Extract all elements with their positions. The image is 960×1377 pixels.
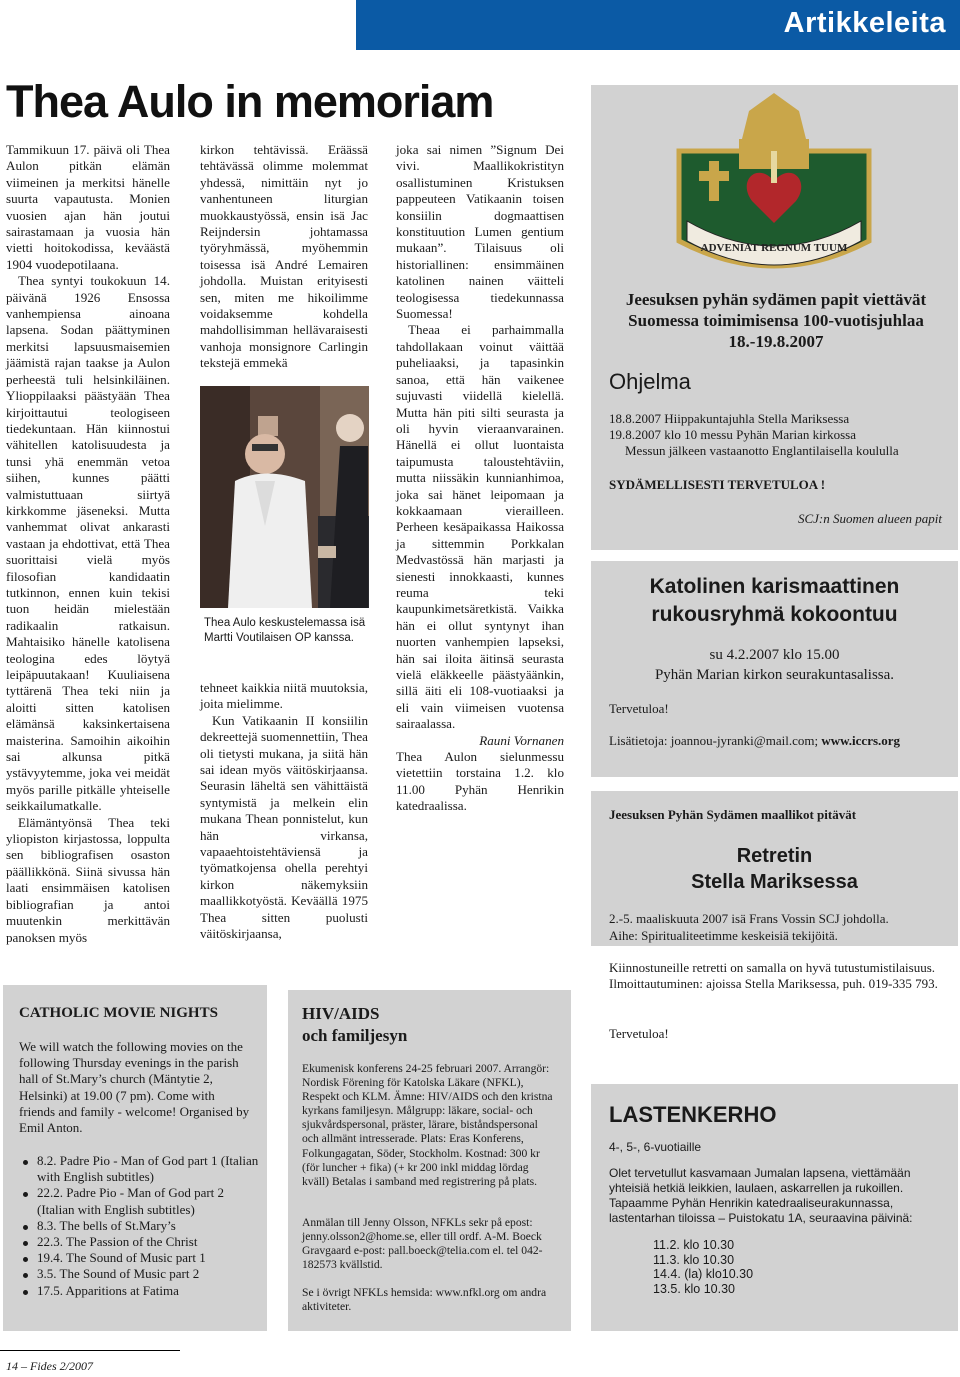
movie-list [9, 1153, 263, 1299]
kids-ages: 4-, 5-, 6-vuotiaille [609, 1140, 702, 1154]
list-item: 22.3. The Passion of the Christ [23, 1234, 263, 1250]
hiv-title-1: HIV/AIDS [302, 1004, 380, 1023]
scj-crest-icon [667, 91, 881, 291]
list-item: 22.2. Padre Pio - Man of God part 2 (Italian with English subtitles) [23, 1185, 263, 1217]
article-column-1 [6, 142, 170, 946]
scj-signature: SCJ:n Suomen alueen papit [797, 511, 942, 526]
list-item: 19.4. The Sound of Music part 1 [23, 1250, 263, 1266]
list-item: 11.2. klo 10.30 [653, 1238, 735, 1252]
charis-welcome: Tervetuloa! [609, 701, 669, 716]
charis-where: Pyhän Marian kirkon seurakuntasalissa. [654, 667, 895, 683]
kids-club-box [591, 1084, 958, 1331]
article-paragraph: kirkon tehtävissä. Eräässä tehtävässä olimme molemmat yhdessä, nimittäin nyt jo vanhentuneen liturgian muokkaustyössä, ensin isä Jac Reijndersin johtamassa työryhmässä, myöhemmin toisessa isä André Lemairen johdolla. Muistan erityisesti sen, miten me hikoilimme voidaksemme kohdella mahdollisimman hellävaraisesti vanhoja monsignore Carlingin tekstejä emmekä [200, 142, 368, 371]
retreat-line-1: 2.-5. maaliskuuta 2007 isä Frans Vossin SCJ johdolla. [609, 911, 889, 926]
hiv-paragraph-2: Anmälan till Jenny Olsson, NFKLs sekr på epost: jenny.olsson2@home.se, eller till ordf. A-M. Boeck Gravgaard e-post: pall.boeck@telia.com el. tel 042-182573 kvällstid. [302, 1216, 543, 1272]
kids-dates [653, 1238, 753, 1296]
scj-heading: Jeesuksen pyhän sydämen papit viettävät Suomessa toimimisensa 100-vuotisjuhlaa 18.-19.8.2007 [625, 290, 927, 351]
retreat-info: Kiinnostuneille retretti on samalla on hyvä tutustumistilaisuus. Ilmoittautuminen: ajoissa Stella Mariksessa, puh. 019-335 793. [609, 960, 938, 991]
list-item: 13.5. klo 10.30 [653, 1281, 736, 1296]
article-paragraph: Tammikuun 17. päivä oli Thea Aulon pitkän elämän viimeinen ja merkitsi hänelle suurta vapautusta. Monien vuosien ajan hän joutui sairastamaan ja vuosia hän vietti hoitokodissa, keväästä 1904 vuodepotilaana. [6, 142, 170, 272]
funeral-notice: Thea Aulon sielunmessu vietettiin torstaina 1.2. klo 11.00 Pyhän Henrikin katedraalissa. [396, 749, 564, 814]
kids-title: LASTENKERHO [609, 1102, 777, 1127]
scj-welcome: SYDÄMELLISESTI TERVETULOA ! [609, 477, 826, 492]
retreat-title-2: Stella Mariksessa [691, 871, 858, 893]
charis-info-text: Lisätietoja: joannou-jyranki@mail.com; [609, 733, 822, 748]
article-paragraph: joka sai nimen ”Signum Dei vivi. Maallikokristityn osallistuminen Kristuksen pappeuteen Vatikaanin toisen konsiilin dogmaattisen konstituution Lumen gentium mukaan”. Tilaisuus oli historiallinen: ensimmäinen katolinen nainen väitteli teologisessa tiedekunnassa Suomessa! [396, 142, 564, 322]
page-title: Thea Aulo in memoriam [6, 76, 494, 127]
section-banner [356, 0, 960, 50]
list-item: 3.5. The Sound of Music part 2 [23, 1266, 263, 1282]
crest-motto: ADVENIAT REGNUM TUUM [700, 242, 848, 254]
page-footer: 14 – Fides 2/2007 [6, 1359, 93, 1373]
article-photo [200, 386, 369, 608]
article-column-3 [396, 142, 564, 815]
retreat-box [591, 791, 958, 946]
retreat-org: Jeesuksen Pyhän Sydämen maallikot pitävät [609, 807, 857, 822]
list-item: 8.3. The bells of St.Mary’s [23, 1218, 263, 1234]
retreat-welcome: Tervetuloa! [609, 1026, 669, 1041]
list-item: 14.4. (la) klo10.30 [653, 1267, 754, 1281]
charis-info [609, 733, 900, 749]
hiv-aids-box [288, 990, 571, 1331]
article-paragraph: Theaa ei parhaimmalla tahdollakaan voinut väittää puheliaaksi, ja tapasinkin sanoa, että hän vaikenee sujuvasti viidellä kielellä. Mutta hän piti silti seurasta ja oli hyvin vieraanvarainen. Hänellä ei ollut luontaista taipumusta taloustehtäviin, mutta niissäkin kunnianhimoa, joka sai hänet leipomaan ja kokkaamaan vierailleen. Perheen kesäpaikassa Haikossa ja sittemmin Porkkalan Medvastössä hän marjasti ja sienesti innokkaasti, kunnes reuma teki kaupunkimetsäretkistä. Vaikka hän ei ollut syntynyt ihan nuorten vanhempien lapseksi, hän sai iloita äitinsä seurasta vielä eläkkeelle päästyäänkin, sillä äiti eli 108-vuotiaaksi ja eli vain viimeisen vuotensa sairaalassa. [396, 322, 564, 732]
program-item: 19.8.2007 klo 10 messu Pyhän Marian kirkossa [609, 427, 856, 442]
list-item: 11.3. klo 10.30 [653, 1252, 735, 1267]
retreat-title-1: Retretin [736, 845, 813, 867]
scj-centenary-box [591, 85, 958, 550]
charis-title: Katolinen karismaattinen rukousryhmä kokoontuu [649, 575, 900, 626]
article-signature: Rauni Vornanen [479, 732, 564, 748]
section-title: Artikkeleita [783, 7, 946, 39]
article-paragraph: tehneet kaikkia niitä muutoksia, joita mielimme. [200, 680, 368, 712]
hiv-paragraph-3: Se i övrigt NFKLs hemsida: www.nfkl.org om andra aktiviteter. [302, 1286, 547, 1314]
article-column-2-bottom [200, 680, 368, 943]
charis-web-link[interactable]: www.iccrs.org [821, 733, 901, 748]
photo-caption: Thea Aulo keskustelemassa isä Martti Voutilaisen OP kanssa. [204, 617, 366, 644]
charis-box [591, 561, 958, 777]
program-item: 18.8.2007 Hiippakuntajuhla Stella Mariksessa [609, 411, 850, 426]
article-paragraph: Elämäntyönsä Thea teki yliopiston kirjastossa, loppulta sen bibliografisen osaston päällikkönä. Siinä sivussa hän laati ensimmäisen katolisen bibliografian ja antoi muutenkin merkittävän panoksen myös [6, 814, 170, 945]
movie-nights-box [3, 985, 267, 1331]
article-column-2-top [200, 142, 368, 372]
list-item: 17.5. Apparitions at Fatima [23, 1283, 263, 1299]
program-item: Messun jälkeen vastaanotto Englantilaisella koululla [625, 443, 899, 458]
charis-when: su 4.2.2007 klo 15.00 [709, 647, 840, 663]
footer-divider [0, 1350, 180, 1351]
movie-title: CATHOLIC MOVIE NIGHTS [19, 1005, 218, 1021]
kids-text: Olet tervetullut kasvamaan Jumalan lapsena, viettämään yhteisiä hetkiä leikkien, laulaen, askarrellen ja rukoillen. Tapaamme Pyhän Henrikin katedraaliseurakunnassa, lastentarhan tiloissa – Puistokatu 1A, seuraavina päivinä: [609, 1166, 913, 1225]
hiv-paragraph-1: Ekumenisk konferens 24-25 februari 2007. Arrangör: Nordisk Förening för Katolska Läkare (NFKL), Respekt och KLM. Ämne: HIV/AIDS och den kristna kyrkans familjesyn. Målgrupp: läkare, social- och sjukvårdspersonal, präster, lärare, biståndspersonal och allmänt intresserade. Plats: Eras Konferens, Folkungagatan, Söder, Stockholm. Kostnad: 300 kr (för luncher + fika) (+ kr 200 inkl middag lördag kväll) Betalas i samband med registrering på plats. [302, 1062, 553, 1188]
article-paragraph: Thea syntyi toukokuun 14. päivänä 1926 Ensossa vanhempiensa ainoana lapsena. Sodan päättyminen merkitsi lapsuusmaisemien jäämistä rajan taakse ja Aulon perheestä tuli helsinkiläinen. Ylioppilaaksi päästyään Thea kirjoittautui teologiseen tiedekuntaan. Hän kiinnostui vähitellen katolisuudesta ja tunsi yhä enemmän vetoa siihen, kunnes päätti valmistuttuaan siirtyä kirkkomme jäseneksi. Mutta vanhemmat olivat ankarasti vastaan ja ehdottivat, että Thea suorittaisi vielä myös filosofian kandidaatin tutkinnon, ennen kuin tekisi tuon heidän mielestään radikaalin ratkaisun. Mahtaisiko hänelle katolisena teologina edes löytyä leipäpuutakaan! Kuuliaisena tyttärenä Thea teki niin ja aloitti sitten katolisen elämänsä kaksinkertaisena maisterina. Samoihin aikoihin sai alkunsa pitkä ystävyytemme, joka vei meidät myös parille pitkälle yhteiselle seikkailumatkalle. [6, 273, 170, 814]
movie-intro: We will watch the following movies on the following Thursday evenings in the parish hall of St.Mary’s church (Mäntytie 2, Helsinki) at 19.00 (7 pm). Come with friends and family - welcome! Organised by Emil Anton. [19, 1039, 250, 1136]
hiv-title-2: och familjesyn [302, 1026, 408, 1045]
list-item: 8.2. Padre Pio - Man of God part 1 (Italian with English subtitles) [23, 1153, 263, 1185]
program-title: Ohjelma [609, 369, 691, 394]
retreat-line-2: Aihe: Spiritualiteetimme keskeisiä tekijöitä. [609, 928, 838, 943]
article-paragraph: Kun Vatikaanin II konsiilin dekreettejä suomennettiin, Thea oli tietysti mukana, ja siitä hän sai idean myös väitöskirjaansa. Seurasin läheltä sen vähittäistä syntymistä ja melkein elin mukana Thean ponnistelut, kun hän virkansa, vapaaehtoistehtäviensä ja työmatkojensa ohella perehtyi kirkon näkemyksiin maallikkotyöstä. Keväällä 1975 Thea sitten puolusti väitöskirjaansa, [200, 712, 368, 942]
program-list [609, 411, 954, 459]
